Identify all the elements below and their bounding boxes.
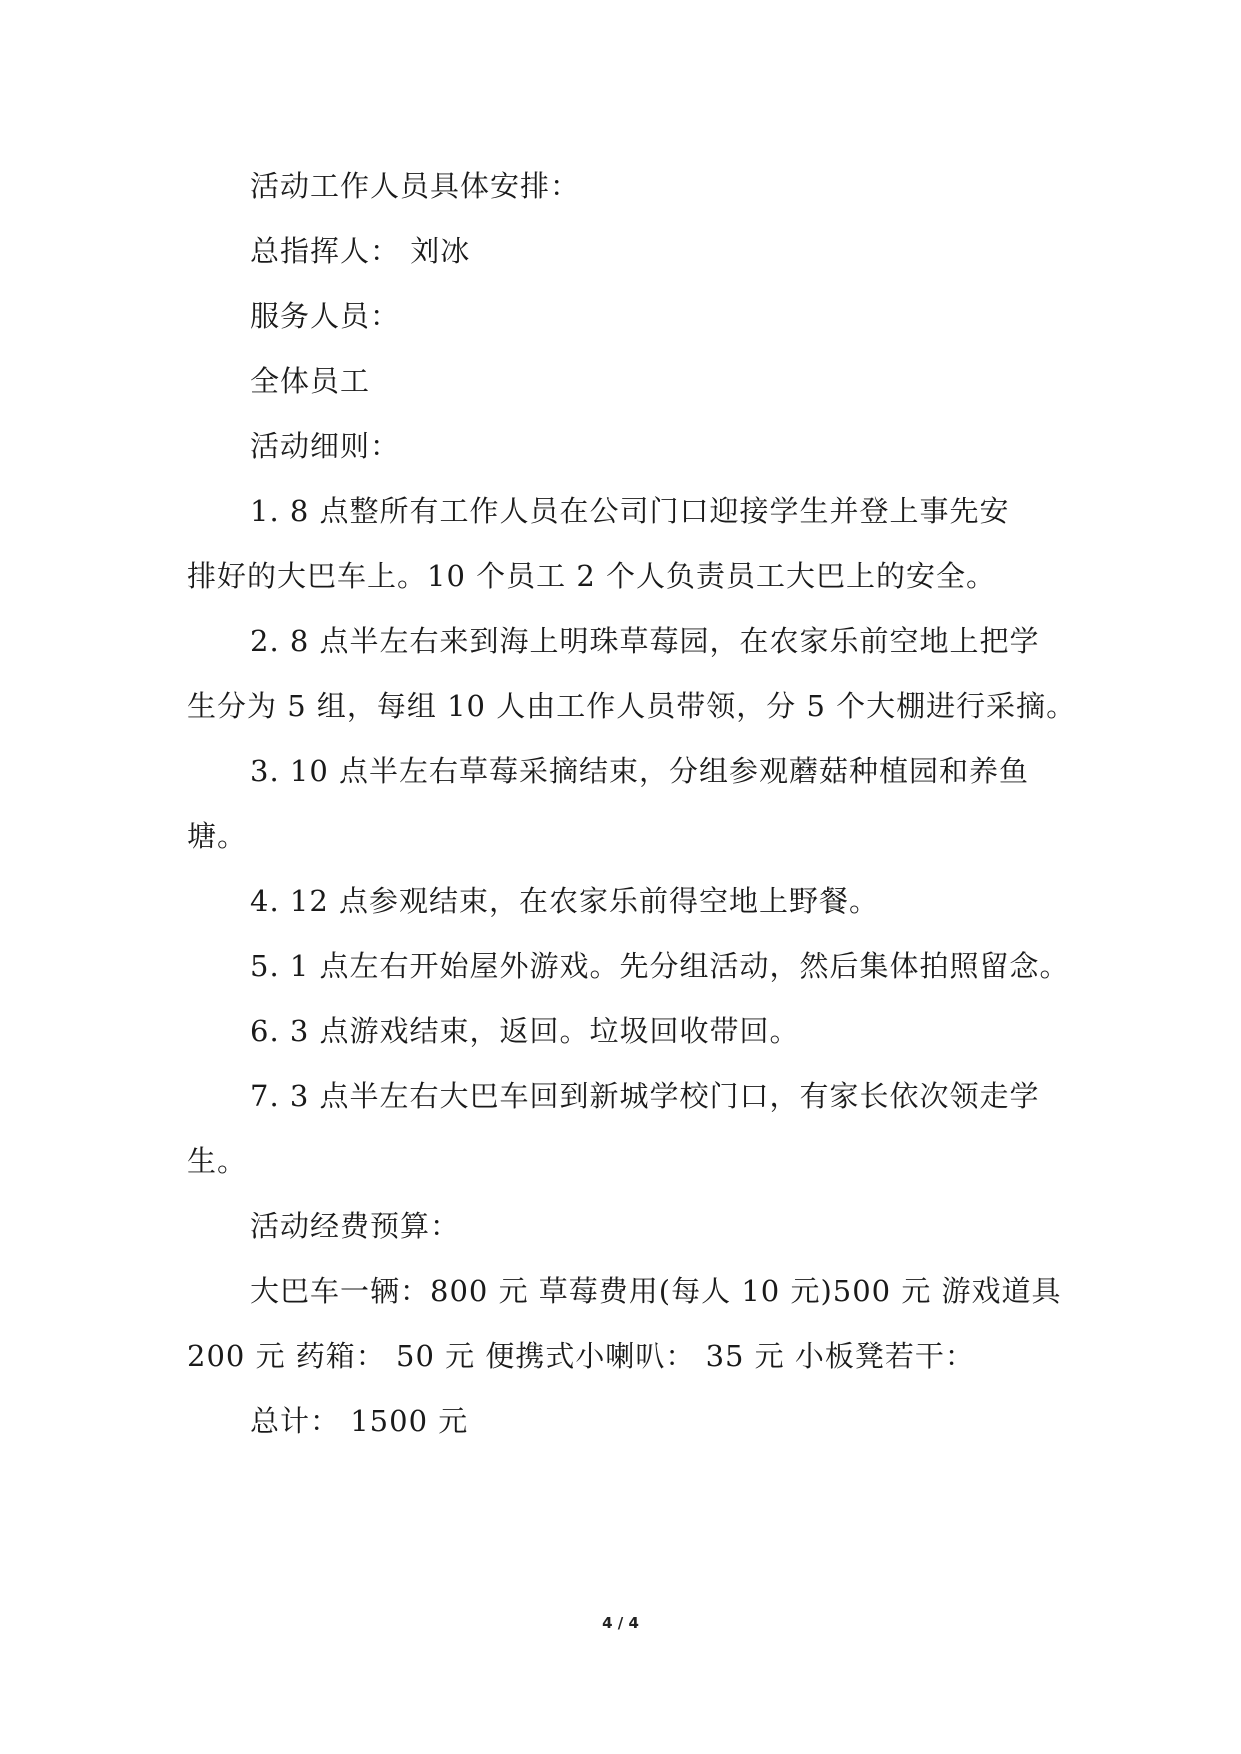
detail-item-1-line-1: 1. 8 点整所有工作人员在公司门口迎接学生并登上事先安 [250,494,1010,528]
detail-item-3-line-2: 塘。 [187,819,248,853]
section-heading-budget: 活动经费预算： [250,1209,461,1243]
service-staff-label: 服务人员： [250,299,401,333]
detail-item-5: 5. 1 点左右开始屋外游戏。先分组活动，然后集体拍照留念。 [250,949,1070,983]
detail-item-3-line-1: 3. 10 点半左右草莓采摘结束，分组参观蘑菇种植园和养鱼 [250,754,1030,788]
detail-item-1-line-2: 排好的大巴车上。10 个员工 2 个人负责员工大巴上的安全。 [187,559,997,593]
section-heading-details: 活动细则： [250,429,401,463]
detail-item-7-line-2: 生。 [187,1144,248,1178]
section-heading-staff: 活动工作人员具体安排： [250,169,581,203]
detail-item-2-line-2: 生分为 5 组，每组 10 人由工作人员带领，分 5 个大棚进行采摘。 [187,689,1077,723]
service-staff-value: 全体员工 [250,364,371,398]
budget-line-1: 大巴车一辆：800 元 草莓费用(每人 10 元)500 元 游戏道具 [250,1274,1062,1308]
detail-item-4: 4. 12 点参观结束，在农家乐前得空地上野餐。 [250,884,880,918]
commander-line: 总指挥人： 刘冰 [250,234,471,268]
budget-line-2: 200 元 药箱： 50 元 便携式小喇叭： 35 元 小板凳若干： [187,1339,975,1373]
detail-item-2-line-1: 2. 8 点半左右来到海上明珠草莓园，在农家乐前空地上把学 [250,624,1040,658]
detail-item-7-line-1: 7. 3 点半左右大巴车回到新城学校门口，有家长依次领走学 [250,1079,1040,1113]
budget-total: 总计： 1500 元 [250,1404,469,1438]
detail-item-6: 6. 3 点游戏结束，返回。垃圾回收带回。 [250,1014,800,1048]
page-number: 4 / 4 [602,1614,639,1632]
document-body [187,154,1077,1454]
